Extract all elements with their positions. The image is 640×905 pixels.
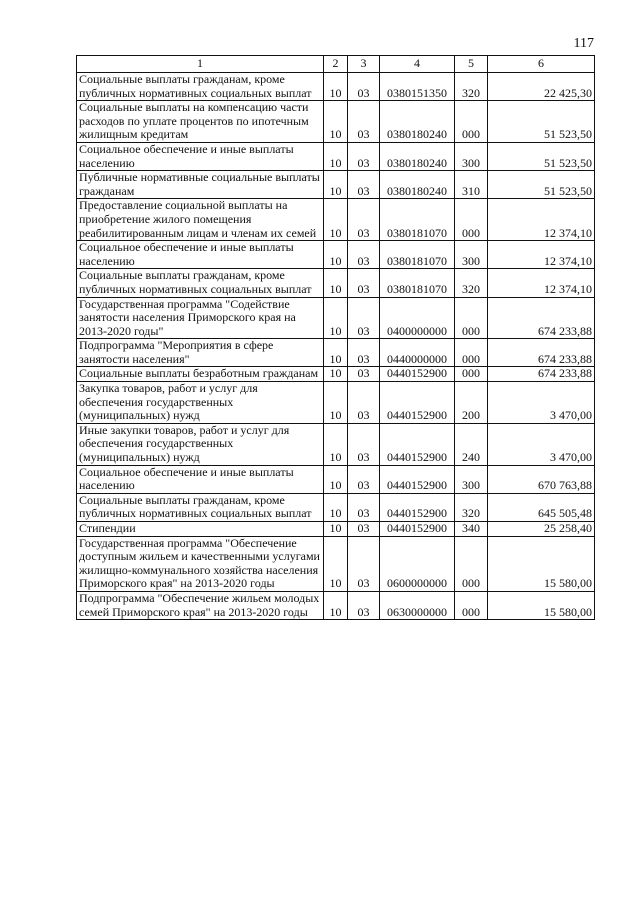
row-section: 10: [324, 297, 348, 339]
row-expense-type: 240: [455, 423, 488, 465]
row-section: 10: [324, 199, 348, 241]
row-amount: 3 470,00: [488, 423, 595, 465]
row-subsection: 03: [348, 493, 380, 521]
table-row: [77, 73, 595, 101]
row-target-article: 0380180240: [380, 171, 455, 199]
row-amount: 645 505,48: [488, 493, 595, 521]
row-section: 10: [324, 465, 348, 493]
row-expense-type: 340: [455, 522, 488, 537]
row-section: 10: [324, 142, 348, 170]
row-name: Социальные выплаты безработным гражданам: [77, 367, 324, 382]
table-row: [77, 536, 595, 591]
budget-table: [76, 55, 595, 620]
table-row: [77, 522, 595, 537]
row-section: 10: [324, 339, 348, 367]
row-subsection: 03: [348, 269, 380, 297]
row-target-article: 0600000000: [380, 536, 455, 591]
row-expense-type: 320: [455, 269, 488, 297]
table-header-row: [77, 56, 595, 73]
row-name: Социальные выплаты гражданам, кроме публичных нормативных социальных выплат: [77, 493, 324, 521]
row-target-article: 0380151350: [380, 73, 455, 101]
row-name: Социальные выплаты гражданам, кроме публичных нормативных социальных выплат: [77, 269, 324, 297]
row-subsection: 03: [348, 382, 380, 424]
row-expense-type: 000: [455, 101, 488, 143]
row-section: 10: [324, 423, 348, 465]
row-expense-type: 000: [455, 339, 488, 367]
row-subsection: 03: [348, 73, 380, 101]
row-name: Государственная программа "Обеспечение доступным жильем и качественными услугами жилищно-коммунального хозяйства населения Приморского края" на 2013-2020 годы: [77, 536, 324, 591]
row-name: Социальное обеспечение и иные выплаты населению: [77, 465, 324, 493]
column-header-expense-type: 5: [455, 56, 488, 73]
column-header-name: 1: [77, 56, 324, 73]
row-expense-type: 000: [455, 367, 488, 382]
row-section: 10: [324, 367, 348, 382]
row-subsection: 03: [348, 465, 380, 493]
row-amount: 670 763,88: [488, 465, 595, 493]
table-row: [77, 171, 595, 199]
row-section: 10: [324, 591, 348, 619]
row-target-article: 0380180240: [380, 142, 455, 170]
row-expense-type: 300: [455, 465, 488, 493]
row-amount: 22 425,30: [488, 73, 595, 101]
table-row: [77, 269, 595, 297]
row-subsection: 03: [348, 367, 380, 382]
table-row: [77, 423, 595, 465]
row-amount: 674 233,88: [488, 297, 595, 339]
table-row: [77, 339, 595, 367]
table-row: [77, 367, 595, 382]
row-subsection: 03: [348, 241, 380, 269]
table-row: [77, 241, 595, 269]
row-subsection: 03: [348, 101, 380, 143]
row-target-article: 0440152900: [380, 367, 455, 382]
row-target-article: 0380180240: [380, 101, 455, 143]
row-name: Стипендии: [77, 522, 324, 537]
row-amount: 51 523,50: [488, 101, 595, 143]
row-subsection: 03: [348, 171, 380, 199]
row-target-article: 0380181070: [380, 199, 455, 241]
row-name: Подпрограмма "Обеспечение жильем молодых семей Приморского края" на 2013-2020 годы: [77, 591, 324, 619]
row-amount: 51 523,50: [488, 171, 595, 199]
row-subsection: 03: [348, 536, 380, 591]
row-expense-type: 000: [455, 536, 488, 591]
row-target-article: 0380181070: [380, 269, 455, 297]
row-expense-type: 000: [455, 199, 488, 241]
row-name: Иные закупки товаров, работ и услуг для обеспечения государственных (муниципальных) нужд: [77, 423, 324, 465]
row-subsection: 03: [348, 297, 380, 339]
row-target-article: 0400000000: [380, 297, 455, 339]
row-amount: 12 374,10: [488, 241, 595, 269]
row-section: 10: [324, 241, 348, 269]
row-target-article: 0380181070: [380, 241, 455, 269]
row-section: 10: [324, 493, 348, 521]
table-row: [77, 465, 595, 493]
row-amount: 674 233,88: [488, 339, 595, 367]
row-expense-type: 310: [455, 171, 488, 199]
column-header-subsection: 3: [348, 56, 380, 73]
row-subsection: 03: [348, 591, 380, 619]
column-header-target-article: 4: [380, 56, 455, 73]
row-subsection: 03: [348, 199, 380, 241]
column-header-amount: 6: [488, 56, 595, 73]
row-amount: 15 580,00: [488, 591, 595, 619]
row-subsection: 03: [348, 339, 380, 367]
row-target-article: 0440000000: [380, 339, 455, 367]
row-expense-type: 320: [455, 493, 488, 521]
row-target-article: 0440152900: [380, 522, 455, 537]
row-amount: 25 258,40: [488, 522, 595, 537]
row-amount: 12 374,10: [488, 269, 595, 297]
row-expense-type: 300: [455, 241, 488, 269]
row-expense-type: 320: [455, 73, 488, 101]
table-row: [77, 142, 595, 170]
row-name: Социальные выплаты на компенсацию части расходов по уплате процентов по ипотечным жилищным кредитам: [77, 101, 324, 143]
row-amount: 15 580,00: [488, 536, 595, 591]
row-amount: 12 374,10: [488, 199, 595, 241]
row-name: Государственная программа "Содействие занятости населения Приморского края на 2013-2020 годы": [77, 297, 324, 339]
table-row: [77, 101, 595, 143]
row-section: 10: [324, 536, 348, 591]
page-number: 117: [573, 36, 594, 51]
row-section: 10: [324, 522, 348, 537]
row-amount: 3 470,00: [488, 382, 595, 424]
row-amount: 674 233,88: [488, 367, 595, 382]
row-amount: 51 523,50: [488, 142, 595, 170]
row-subsection: 03: [348, 142, 380, 170]
table-row: [77, 493, 595, 521]
table-row: [77, 382, 595, 424]
row-name: Социальные выплаты гражданам, кроме публичных нормативных социальных выплат: [77, 73, 324, 101]
row-target-article: 0440152900: [380, 465, 455, 493]
row-expense-type: 000: [455, 591, 488, 619]
column-header-section: 2: [324, 56, 348, 73]
row-target-article: 0440152900: [380, 382, 455, 424]
row-section: 10: [324, 382, 348, 424]
row-target-article: 0440152900: [380, 493, 455, 521]
row-section: 10: [324, 171, 348, 199]
table-row: [77, 199, 595, 241]
row-name: Подпрограмма "Мероприятия в сфере занятости населения": [77, 339, 324, 367]
row-name: Предоставление социальной выплаты на приобретение жилого помещения реабилитированным лицам и членам их семей: [77, 199, 324, 241]
row-section: 10: [324, 101, 348, 143]
row-expense-type: 300: [455, 142, 488, 170]
table-row: [77, 297, 595, 339]
row-name: Социальное обеспечение и иные выплаты населению: [77, 241, 324, 269]
row-subsection: 03: [348, 423, 380, 465]
row-expense-type: 200: [455, 382, 488, 424]
row-section: 10: [324, 269, 348, 297]
table-row: [77, 591, 595, 619]
row-name: Публичные нормативные социальные выплаты гражданам: [77, 171, 324, 199]
row-name: Социальное обеспечение и иные выплаты населению: [77, 142, 324, 170]
row-target-article: 0630000000: [380, 591, 455, 619]
row-subsection: 03: [348, 522, 380, 537]
row-target-article: 0440152900: [380, 423, 455, 465]
row-section: 10: [324, 73, 348, 101]
row-name: Закупка товаров, работ и услуг для обеспечения государственных (муниципальных) нужд: [77, 382, 324, 424]
row-expense-type: 000: [455, 297, 488, 339]
